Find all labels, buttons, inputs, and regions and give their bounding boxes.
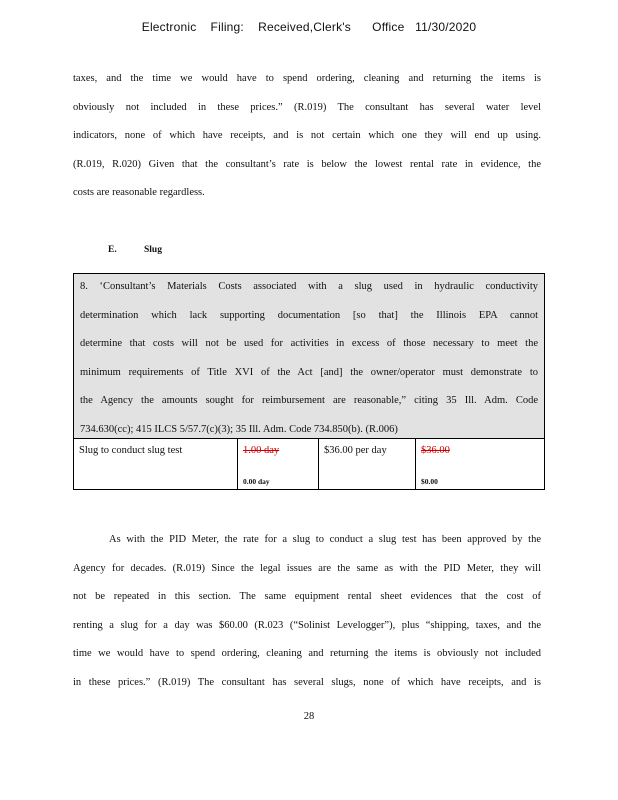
quantity-cell: [238, 439, 319, 489]
quoted-denial-reason-box: [73, 273, 545, 439]
text-line: in these prices.” (R.019) The consultant has several slugs, none of which have receipts, and is: [73, 676, 541, 688]
quote-line: the Agency the amounts sought for reimbursement are reasonable,” citing 35 Ill. Adm. Code: [80, 395, 538, 407]
text-line: taxes, and the time we would have to spend ordering, cleaning and returning the items is: [73, 73, 541, 84]
cost-item-cell: [74, 439, 238, 489]
rate-value: $36.00 per day: [324, 445, 387, 456]
quote-line: 734.630(cc); 415 ILCS 5/57.7(c)(3); 35 Ill. Adm. Code 734.850(b). (R.006): [80, 423, 398, 435]
struck-total: $36.00: [421, 445, 450, 456]
text-line: (R.019, R.020) Given that the consultant’s rate is below the lowest rental rate in evidence, the: [73, 158, 541, 170]
quote-line: minimum requirements of Title XVI of the Act [and] the owner/operator must demonstrate to: [80, 366, 538, 378]
section-heading: [108, 245, 162, 255]
paragraph-slug-rate: [73, 534, 541, 706]
page-number: 28: [303, 711, 315, 722]
struck-quantity: 1.00 day: [243, 445, 280, 456]
quote-line: determine that costs will not be used for activities in excess of those necessary to meet the: [80, 338, 538, 350]
quote-line: determination which lack supporting documentation [so that] the Illinois EPA cannot: [80, 309, 538, 321]
text-line: As with the PID Meter, the rate for a slug to conduct a slug test has been approved by the: [109, 534, 541, 545]
paragraph-water-level: [73, 73, 541, 216]
text-line: costs are reasonable regardless.: [73, 187, 205, 199]
filing-stamp-header: Electronic Filing: Received,Clerk's Office 11/30/2020: [141, 20, 477, 34]
text-line: indicators, none of which have receipts, and is not certain which one they will end up using.: [73, 130, 541, 142]
text-line: not be repeated in this section. The same equipment rental sheet evidences that the cost of: [73, 591, 541, 603]
total-cell: [416, 439, 544, 489]
quote-line: 8. ‘Consultant’s Materials Costs associated with a slug used in hydraulic conductivity: [80, 281, 538, 292]
section-title: Slug: [144, 245, 162, 255]
cost-item-label: Slug to conduct slug test: [79, 445, 183, 456]
text-line: Agency for decades. (R.019) Since the legal issues are the same as with the PID Meter, they will: [73, 562, 541, 574]
text-line: obviously not included in these prices.” (R.019) The consultant has several water level: [73, 101, 541, 113]
revised-total: $0.00: [421, 477, 438, 486]
rate-cell: [319, 439, 416, 489]
text-line: renting a slug for a day was $60.00 (R.023 (“Solinist Levelogger”), plus “shipping, taxes, and the: [73, 619, 541, 631]
revised-quantity: 0.00 day: [243, 477, 270, 486]
section-number: E.: [108, 245, 117, 255]
text-line: time we would have to spend ordering, cleaning and returning the items is obviously not included: [73, 648, 541, 660]
cost-table-row: [73, 438, 545, 490]
